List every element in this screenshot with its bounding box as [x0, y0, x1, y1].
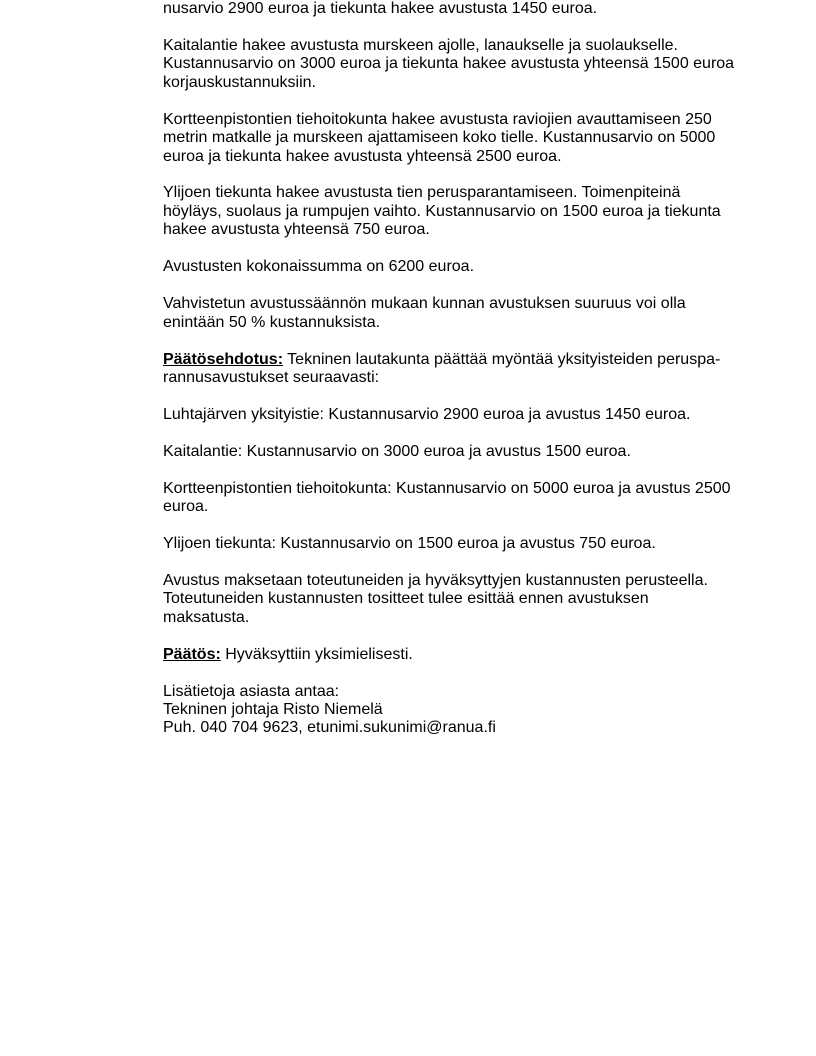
text-line: nusarvio 2900 euroa ja tiekunta hakee avustusta 1450 euroa.	[163, 0, 598, 17]
document-body	[163, 0, 763, 756]
decision-item	[163, 406, 763, 424]
text-line: Kortteenpistontien tiehoitokunta hakee avustusta raviojien avauttamiseen 250	[163, 110, 712, 128]
text-line: Vahvistetun avustussäännön mukaan kunnan avustuksen suuruus voi olla	[163, 295, 686, 313]
text-line: Kortteenpistontien tiehoitokunta: Kustannusarvio on 5000 euroa ja avustus 2500	[163, 479, 731, 497]
decision-label: Päätös:	[163, 645, 221, 663]
decision-item	[163, 535, 763, 553]
text-line: Kaitalantie hakee avustusta murskeen ajolle, lanaukselle ja suolaukselle.	[163, 36, 678, 54]
text-line: Ylijoen tiekunta hakee avustusta tien perusparantamiseen. Toimenpiteinä	[163, 184, 681, 202]
text-line: maksatusta.	[163, 608, 250, 626]
paragraph	[163, 295, 763, 332]
proposal-label: Päätösehdotus:	[163, 350, 284, 368]
contact-info	[163, 683, 763, 738]
paragraph	[163, 258, 763, 276]
text-line: Ylijoen tiekunta: Kustannusarvio on 1500 euroa ja avustus 750 euroa.	[163, 534, 656, 552]
paragraph	[163, 0, 763, 18]
contact-phone-email: Puh. 040 704 9623, etunimi.sukunimi@ranua.fi	[163, 719, 496, 737]
background-paragraphs	[163, 0, 763, 332]
proposal-text: Tekninen lautakunta päättää myöntää yksityisteiden peruspa-	[283, 350, 721, 368]
text-line: Avustus maksetaan toteutuneiden ja hyväksyttyjen kustannusten perusteella.	[163, 571, 708, 589]
text-line: euroa.	[163, 498, 209, 516]
text-line: enintään 50 % kustannuksista.	[163, 313, 381, 331]
text-line: Kustannusarvio on 3000 euroa ja tiekunta hakee avustusta yhteensä 1500 euroa	[163, 55, 735, 73]
text-line: Avustusten kokonaissumma on 6200 euroa.	[163, 258, 475, 276]
text-line: Luhtajärven yksityistie: Kustannusarvio 2900 euroa ja avustus 1450 euroa.	[163, 405, 691, 423]
proposal-paragraph	[163, 351, 763, 388]
text-line: euroa ja tiekunta hakee avustusta yhteensä 2500 euroa.	[163, 147, 562, 165]
decision-item	[163, 572, 763, 627]
paragraph	[163, 37, 763, 92]
contact-person: Tekninen johtaja Risto Niemelä	[163, 701, 383, 719]
decision-items	[163, 406, 763, 627]
contact-line: Lisätietoja asiasta antaa:	[163, 682, 340, 700]
decision-item	[163, 480, 763, 517]
text-line: Kaitalantie: Kustannusarvio on 3000 euroa ja avustus 1500 euroa.	[163, 442, 631, 460]
text-line: Toteutuneiden kustannusten tositteet tulee esittää ennen avustuksen	[163, 590, 649, 608]
decision-item	[163, 443, 763, 461]
text-line: höyläys, suolaus ja rumpujen vaihto. Kustannusarvio on 1500 euroa ja tiekunta	[163, 202, 721, 220]
text-line: metrin matkalle ja murskeen ajattamiseen koko tielle. Kustannusarvio on 5000	[163, 129, 716, 147]
proposal-text-cont: rannusavustukset seuraavasti:	[163, 368, 380, 386]
paragraph	[163, 184, 763, 239]
decision-text: Hyväksyttiin yksimielisesti.	[220, 645, 413, 663]
text-line: hakee avustusta yhteensä 750 euroa.	[163, 221, 430, 239]
text-line: korjauskustannuksiin.	[163, 73, 316, 91]
decision-paragraph	[163, 646, 763, 664]
paragraph	[163, 111, 763, 166]
